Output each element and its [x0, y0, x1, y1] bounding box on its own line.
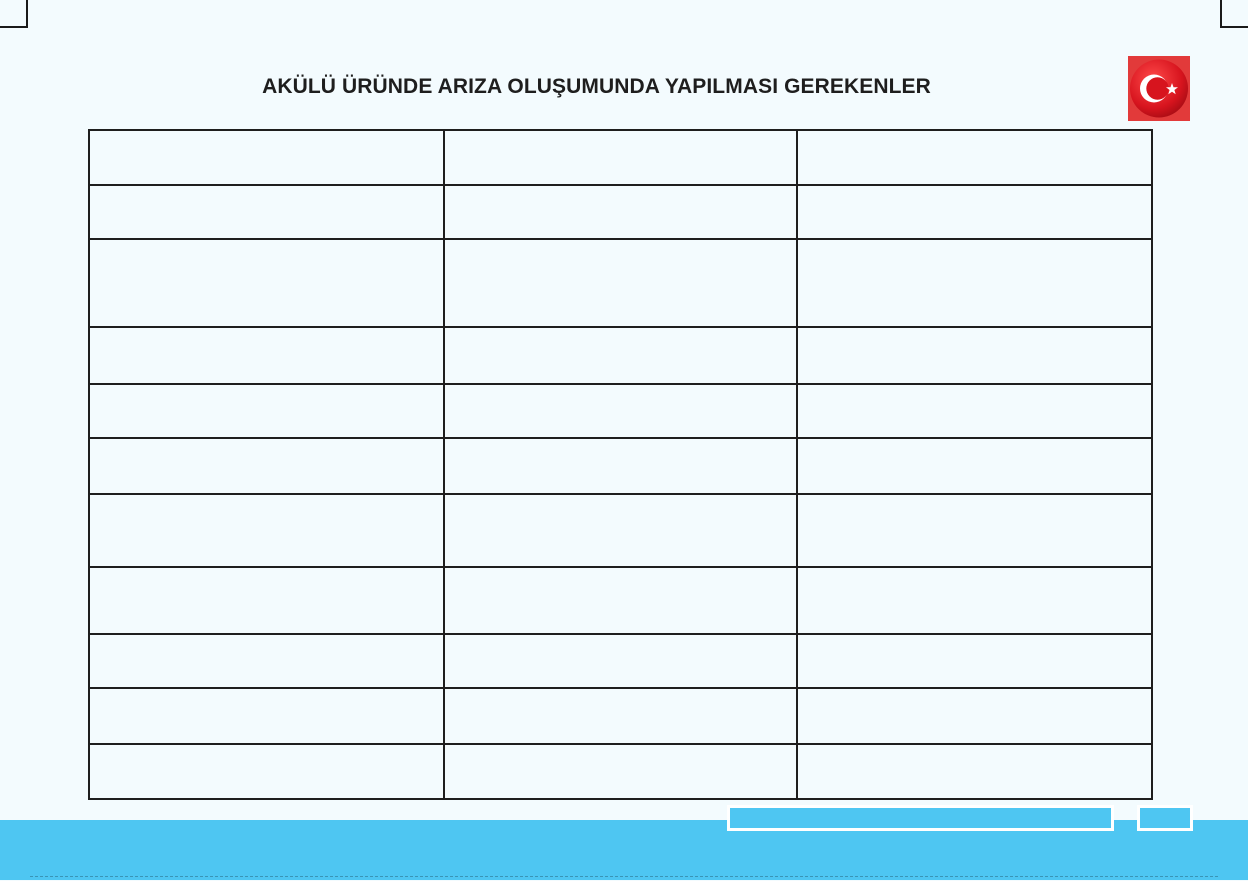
table-cell — [444, 185, 797, 239]
table-row — [89, 239, 1152, 327]
table-cell — [797, 239, 1152, 327]
table-cell — [89, 185, 444, 239]
table-cell — [797, 567, 1152, 634]
table-cell — [89, 327, 444, 384]
table-cell — [89, 130, 444, 185]
table-row — [89, 567, 1152, 634]
table-cell — [444, 688, 797, 744]
table-cell — [444, 327, 797, 384]
table-row — [89, 327, 1152, 384]
page-number-box — [1137, 805, 1193, 831]
trim-line — [30, 876, 1218, 881]
table-cell — [444, 634, 797, 688]
table-cell — [797, 130, 1152, 185]
table-cell — [797, 327, 1152, 384]
table-row — [89, 438, 1152, 494]
page-title: AKÜLÜ ÜRÜNDE ARIZA OLUŞUMUNDA YAPILMASI GEREKENLER — [262, 75, 931, 98]
table-cell — [797, 384, 1152, 438]
table-cell — [444, 438, 797, 494]
table-cell — [444, 239, 797, 327]
table-cell — [797, 494, 1152, 567]
table-cell — [797, 185, 1152, 239]
table-cell — [444, 567, 797, 634]
fault-table — [88, 129, 1153, 800]
crop-mark-top-left — [0, 0, 28, 28]
table-cell — [89, 239, 444, 327]
table-row — [89, 634, 1152, 688]
table-cell — [797, 688, 1152, 744]
crop-mark-top-right — [1220, 0, 1248, 28]
table-row — [89, 185, 1152, 239]
turkish-flag-icon — [1128, 56, 1190, 121]
footer-section-box — [727, 805, 1114, 831]
table-row — [89, 744, 1152, 799]
table-cell — [89, 634, 444, 688]
table-cell — [89, 567, 444, 634]
table-cell — [444, 744, 797, 799]
table-cell — [797, 438, 1152, 494]
table-cell — [89, 688, 444, 744]
table-cell — [444, 384, 797, 438]
table-cell — [444, 130, 797, 185]
table-cell — [89, 384, 444, 438]
table-row — [89, 688, 1152, 744]
table-row — [89, 384, 1152, 438]
table-cell — [89, 744, 444, 799]
table-row — [89, 494, 1152, 567]
table-row — [89, 130, 1152, 185]
table-cell — [444, 494, 797, 567]
table-cell — [797, 744, 1152, 799]
table-cell — [89, 494, 444, 567]
table-cell — [89, 438, 444, 494]
table-cell — [797, 634, 1152, 688]
